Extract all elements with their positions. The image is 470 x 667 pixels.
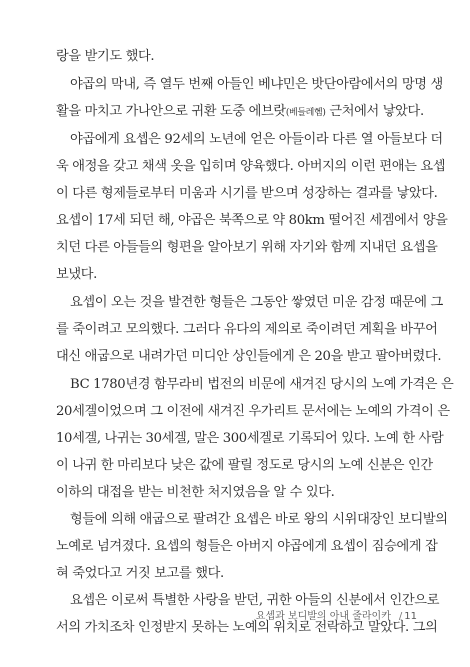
text-line (56, 102, 424, 123)
text-line: 형들에 의해 애굽으로 팔려간 요셉은 바로 왕의 시위대장인 보디발의 (70, 512, 448, 527)
text-line: 20세겔이었으며 그 이전에 새겨진 우가리트 문서에는 노예의 가격이 은 (56, 404, 450, 419)
text-line: 욱 애정을 갖고 채색 옷을 입히며 양육했다. 아버지의 이런 편애는 요셉 (56, 159, 446, 174)
text-segment-small: (베들레헴) (285, 108, 326, 118)
text-line: 야곱에게 요셉은 92세의 노년에 얻은 아들이라 다른 열 아들보다 더 (70, 132, 443, 147)
text-line: 10세겔, 나귀는 30세겔, 말은 300세겔로 기록되어 있다. 노예 한 사람 (56, 431, 444, 446)
text-line: 서의 가치조차 인정받지 못하는 노예의 위치로 전락하고 말았다. 그의 (56, 620, 438, 635)
text-line: 야곱의 막내, 즉 열두 번째 아들인 베냐민은 밧단아람에서의 망명 생 (70, 77, 443, 92)
text-line: 보냈다. (56, 267, 98, 282)
text-line: 이 다른 형제들로부터 미움과 시기를 받으며 성장하는 결과를 낳았다. (56, 186, 438, 201)
text-line: 치던 다른 아들들의 형편을 알아보기 위해 자기와 함께 지내던 요셉을 (56, 240, 438, 255)
text-line: 랑을 받기도 했다. (56, 49, 155, 64)
text-segment: 근처에서 낳았다. (325, 104, 424, 119)
running-title: 요셉과 보디발의 아내 줄라이카 (255, 611, 391, 622)
text-segment: 활을 마치고 가나안으로 귀환 도중 에브랏 (56, 104, 286, 119)
page-footer (256, 607, 417, 622)
text-line: 요셉이 17세 되던 해, 야곱은 북쪽으로 약 80km 떨어진 세겜에서 양을 (56, 213, 448, 228)
text-line: 대신 애굽으로 내려가던 미디안 상인들에게 은 20을 받고 팔아버렸다. (56, 349, 442, 364)
text-line: 요셉은 이로써 특별한 사랑을 받던, 귀한 아들의 신분에서 인간으로 (70, 593, 440, 608)
text-line: 를 죽이려고 모의했다. 그러다 유다의 제의로 죽이려던 계획을 바꾸어 (56, 322, 438, 337)
text-line: 요셉이 오는 것을 발견한 형들은 그동안 쌓였던 미운 감정 때문에 그 (70, 295, 443, 310)
text-line: 이 나귀 한 마리보다 낮은 값에 팔릴 정도로 당시의 노예 신분은 인간 (56, 458, 433, 473)
page-number: 11 (404, 611, 417, 622)
text-line: 노예로 넘겨졌다. 요셉의 형들은 아버지 야곱에게 요셉이 짐승에게 잡 (56, 539, 438, 554)
footer-separator: / (398, 611, 403, 622)
text-line: 이하의 대접을 받는 비천한 처지였음을 알 수 있다. (56, 485, 335, 500)
text-line: BC 1780년경 함무라비 법전의 비문에 새겨진 당시의 노예 가격은 은 (70, 377, 454, 392)
text-line: 혀 죽었다고 거짓 보고를 했다. (56, 566, 224, 581)
